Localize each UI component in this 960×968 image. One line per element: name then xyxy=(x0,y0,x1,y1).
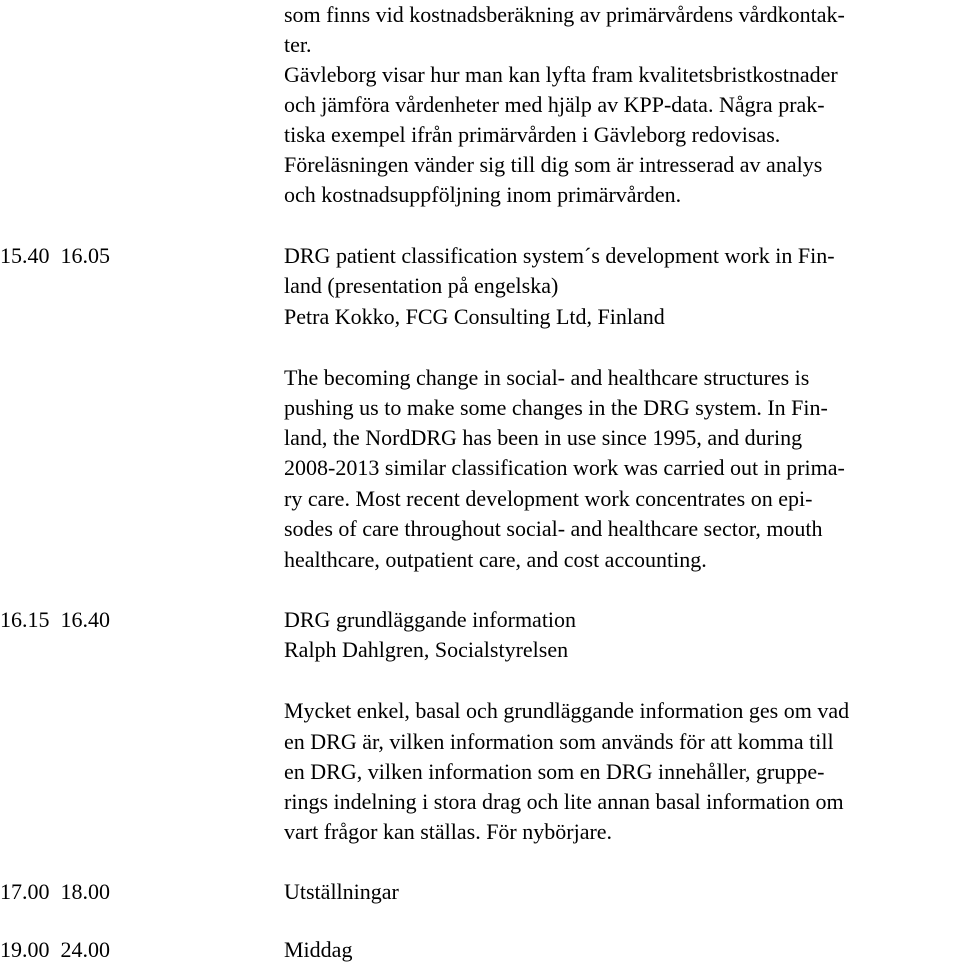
session-title-line: Middag xyxy=(284,937,353,962)
session-time: 16.15 16.40 xyxy=(0,607,110,632)
session-description-line: pushing us to make some changes in the DRG system. In Fin- xyxy=(284,395,828,420)
session-description-line: ry care. Most recent development work concentrates on epi- xyxy=(284,486,813,511)
session-title-line: Utställningar xyxy=(284,879,399,904)
session-time: 17.00 18.00 xyxy=(0,879,110,904)
intro-line: Föreläsningen vänder sig till dig som är intresserad av analys xyxy=(284,152,823,177)
session-speaker: Petra Kokko, FCG Consulting Ltd, Finland xyxy=(284,304,665,329)
session-description-line: en DRG är, vilken information som används för att komma till xyxy=(284,729,834,754)
session-title-line: land (presentation på engelska) xyxy=(284,273,559,298)
session-time: 15.40 16.05 xyxy=(0,243,110,268)
session-description-line: en DRG, vilken information som en DRG innehåller, gruppe- xyxy=(284,759,825,784)
session-title-line: DRG patient classification system´s development work in Fin- xyxy=(284,243,835,268)
intro-line: ter. xyxy=(284,32,312,57)
intro-line: tiska exempel ifrån primärvården i Gävleborg redovisas. xyxy=(284,122,781,147)
intro-line: och jämföra vårdenheter med hjälp av KPP-data. Några prak- xyxy=(284,92,825,117)
session-description-line: vart frågor kan ställas. För nybörjare. xyxy=(284,819,613,844)
session-description-line: land, the NordDRG has been in use since 1995, and during xyxy=(284,425,803,450)
session-description-line: Mycket enkel, basal och grundläggande information ges om vad xyxy=(284,698,850,723)
intro-line: som finns vid kostnadsberäkning av primärvårdens vårdkontak- xyxy=(284,2,845,27)
session-speaker: Ralph Dahlgren, Socialstyrelsen xyxy=(284,637,569,662)
intro-line: och kostnadsuppföljning inom primärvården. xyxy=(284,182,682,207)
intro-line: Gävleborg visar hur man kan lyfta fram kvalitetsbristkostnader xyxy=(284,62,838,87)
session-description-line: sodes of care throughout social- and healthcare sector, mouth xyxy=(284,516,823,541)
session-description-line: healthcare, outpatient care, and cost accounting. xyxy=(284,547,707,572)
session-description-line: 2008-2013 similar classification work was carried out in prima- xyxy=(284,455,845,480)
session-time: 19.00 24.00 xyxy=(0,937,110,962)
session-description-line: The becoming change in social- and healthcare structures is xyxy=(284,365,810,390)
session-description-line: rings indelning i stora drag och lite annan basal information om xyxy=(284,789,844,814)
session-title-line: DRG grundläggande information xyxy=(284,607,577,632)
